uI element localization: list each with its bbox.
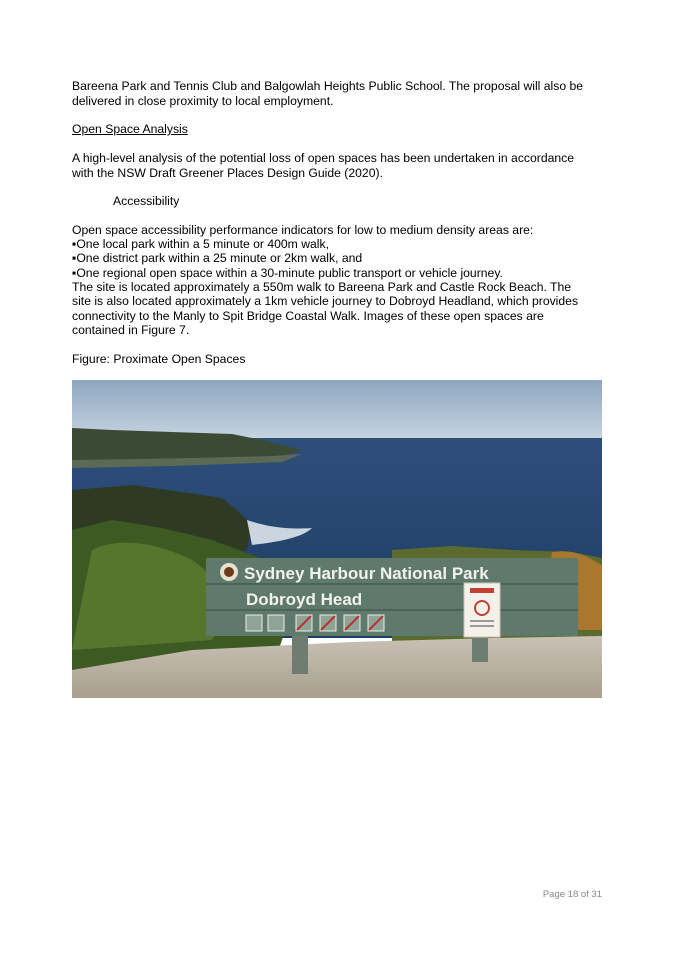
headland-photo-illustration bbox=[72, 380, 602, 698]
section-heading: Open Space Analysis bbox=[72, 122, 188, 136]
intro-paragraph-line-2: delivered in close proximity to local employment. bbox=[72, 94, 334, 108]
sign-title: Sydney Harbour National Park bbox=[244, 564, 489, 583]
site-paragraph-line-4: contained in Figure 7. bbox=[72, 323, 190, 337]
walking-icon bbox=[246, 615, 262, 631]
analysis-paragraph-line-2: with the NSW Draft Greener Places Design Guide (2020). bbox=[72, 166, 383, 180]
figure-caption: Figure: Proximate Open Spaces bbox=[72, 352, 246, 366]
intro-paragraph-line-1: Bareena Park and Tennis Club and Balgowlah Heights Public School. The proposal will also be bbox=[72, 79, 584, 93]
site-paragraph-line-1: The site is located approximately a 550m walk to Bareena Park and Castle Rock Beach. The bbox=[72, 280, 572, 294]
indicators-intro: Open space accessibility performance indicators for low to medium density areas are: bbox=[72, 223, 534, 237]
bullet-item: ▪One regional open space within a 30-minute public transport or vehicle journey. bbox=[72, 266, 503, 280]
bullet-item: ▪One district park within a 25 minute or 2km walk, and bbox=[72, 251, 363, 265]
analysis-paragraph-line-1: A high-level analysis of the potential loss of open spaces has been undertaken in accordance bbox=[72, 151, 575, 165]
sub-heading: Accessibility bbox=[113, 194, 180, 208]
site-paragraph-line-3: connectivity to the Manly to Spit Bridge Coastal Walk. Images of these open spaces are bbox=[72, 309, 544, 323]
page-number: Page 18 of 31 bbox=[542, 889, 602, 900]
figure-photo bbox=[72, 380, 602, 698]
sign-subtitle: Dobroyd Head bbox=[246, 590, 363, 609]
hiker-icon bbox=[268, 615, 284, 631]
site-paragraph-line-2: site is also located approximately a 1km vehicle journey to Dobroyd Headland, which provides bbox=[72, 294, 579, 308]
bullet-item: ▪One local park within a 5 minute or 400m walk, bbox=[72, 237, 329, 251]
